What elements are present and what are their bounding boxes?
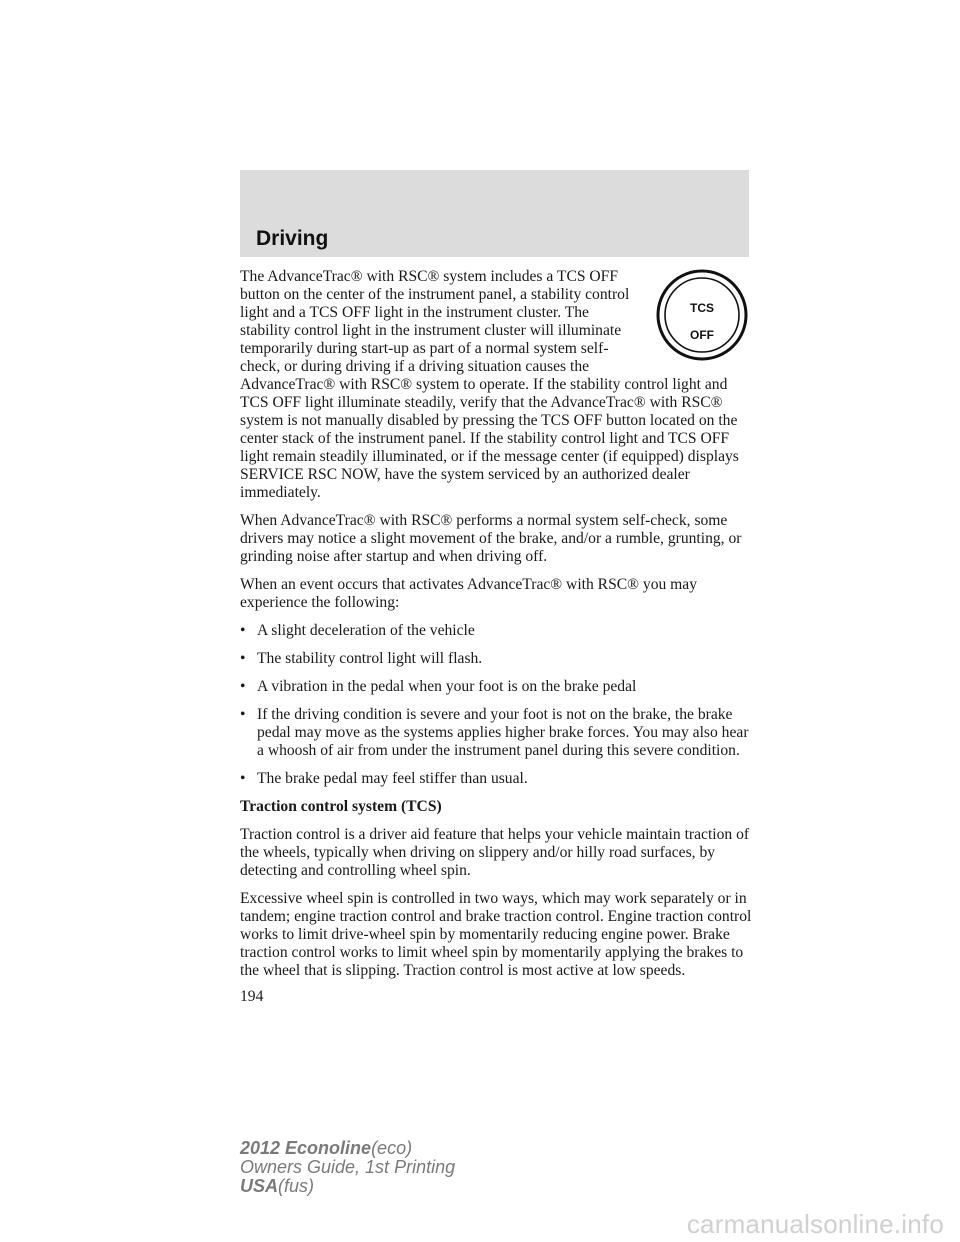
page-number: 194 xyxy=(240,988,264,1005)
footer-market: USA xyxy=(240,1176,279,1196)
section-header-bar xyxy=(240,170,749,257)
off-label: OFF xyxy=(690,328,714,342)
paragraph-traction-control: Traction control is a driver aid feature that helps your vehicle maintain traction of the wheels, typically when driving on slippery and/or hilly road surfaces, by detecting and controlling wheel spin. xyxy=(240,826,750,879)
paragraph-self-check: When AdvanceTrac® with RSC® performs a normal system self-check, some drivers may notice a slight movement of the brake, and/or a rumble, grunting, or grinding noise after startup and when driving off. xyxy=(240,512,742,565)
tcs-off-button-illustration xyxy=(652,268,752,376)
tcs-label: TCS xyxy=(690,301,714,315)
page-content xyxy=(240,268,752,1006)
subheading-traction-control: Traction control system (TCS) xyxy=(240,798,442,815)
section-title: Driving xyxy=(256,227,329,250)
footer-market-code: (fus) xyxy=(278,1176,315,1196)
paragraph-wheel-spin: Excessive wheel spin is controlled in two ways, which may work separately or in tandem; engine traction control and brake traction control. Engine traction control works to limit drive-wheel spin by momentarily reducing engine power. Brake traction control works to limit wheel spin by momentarily applying the brakes to the wheel that is slipping. Traction control is most active at low speeds. xyxy=(240,890,752,979)
list-item: • A slight deceleration of the vehicle xyxy=(240,622,475,639)
paragraph-advancetrac-intro: The AdvanceTrac® with RSC® system includes a TCS OFF button on the center of the instrument panel, a stability control light and a TCS OFF light in the instrument cluster. The stability control light in the instrument cluster will illuminate temporarily during start-up as part of a normal system self-check, or during driving if a driving situation causes the AdvanceTrac® with RSC® system to operate. If the stability control light and TCS OFF light illuminate steadily, verify that the AdvanceTrac® with RSC® system is not manually disabled by pressing the TCS OFF button located on the center stack of the instrument panel. If the stability control light and TCS OFF light remain steadily illuminated, or if the message center (if equipped) displays SERVICE RSC NOW, have the system serviced by an authorized dealer immediately. xyxy=(240,268,739,501)
list-item: • The brake pedal may feel stiffer than usual. xyxy=(240,770,528,787)
list-item: • If the driving condition is severe and your foot is not on the brake, the brake pedal may move as the systems applies higher brake forces. You may also hear a whoosh of air from under the instrument panel during this severe condition. xyxy=(240,706,749,759)
watermark: carmanualsonline.info xyxy=(686,1209,944,1239)
footer-model-code: (eco) xyxy=(371,1138,413,1158)
footer-model: 2012 Econoline xyxy=(240,1138,372,1158)
footer-edition: Owners Guide, 1st Printing xyxy=(240,1157,456,1177)
paragraph-event-activation: When an event occurs that activates AdvanceTrac® with RSC® you may experience the following: xyxy=(240,576,698,611)
list-item: • A vibration in the pedal when your foot is on the brake pedal xyxy=(240,678,637,695)
list-item: • The stability control light will flash. xyxy=(240,650,483,667)
document-footer xyxy=(240,1139,455,1196)
tcs-off-button-icon xyxy=(655,268,749,362)
